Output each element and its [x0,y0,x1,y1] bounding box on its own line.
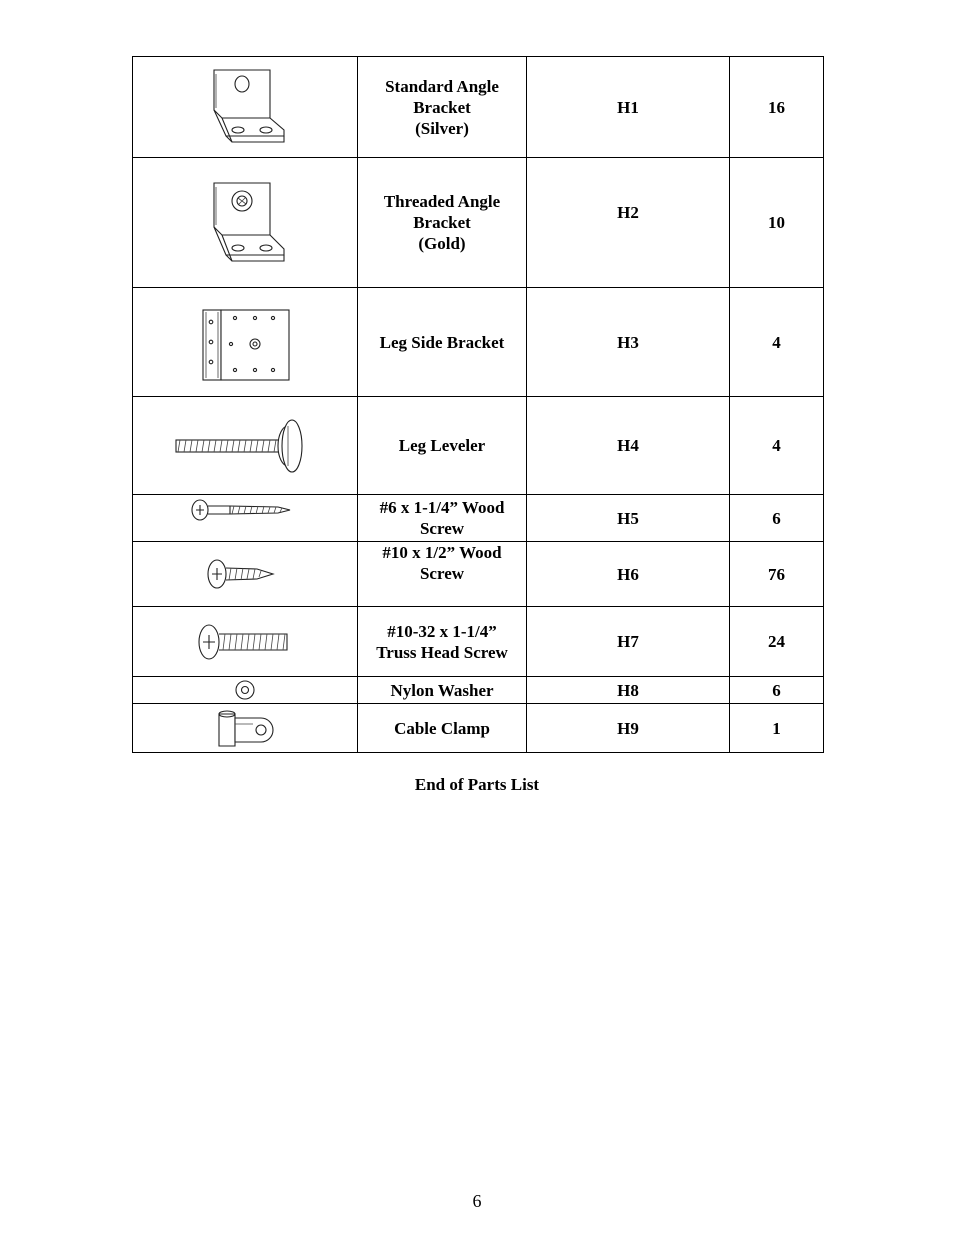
part-name: #10-32 x 1-1/4” Truss Head Screw [358,607,527,677]
page-number: 6 [472,1191,482,1211]
part-name: #6 x 1-1/4” Wood Screw [358,495,527,542]
part-image-cell [133,607,358,677]
part-name: #10 x 1/2” Wood Screw [358,542,527,607]
threaded-angle-bracket-icon [200,173,290,273]
part-image-cell [133,158,358,288]
part-quantity: 4 [730,397,824,495]
table-row [133,288,824,397]
part-code: H1 [527,57,730,158]
part-image-cell [133,677,358,704]
part-code: H6 [527,542,730,607]
part-code: H8 [527,677,730,704]
part-code: H2 [527,158,730,288]
standard-angle-bracket-icon [200,62,290,152]
part-image-cell [133,57,358,158]
table-row [133,542,824,607]
part-code: H3 [527,288,730,397]
end-of-parts-list: End of Parts List [414,775,540,794]
table-row [133,704,824,753]
table-row [133,495,824,542]
part-name: Nylon Washer [358,677,527,704]
part-code: H5 [527,495,730,542]
wood-screw-long-icon [190,497,300,523]
parts-table [132,56,824,753]
part-quantity: 1 [730,704,824,753]
table-row [133,397,824,495]
table-row [133,57,824,158]
leg-leveler-icon [170,416,320,476]
part-code: H7 [527,607,730,677]
part-quantity: 76 [730,542,824,607]
leg-side-bracket-icon [195,302,295,382]
part-image-cell [133,495,358,542]
table-row [133,677,824,704]
table-row [133,607,824,677]
truss-head-screw-icon [195,620,295,664]
part-code: H9 [527,704,730,753]
part-name: Leg Leveler [358,397,527,495]
part-quantity: 4 [730,288,824,397]
cable-clamp-icon [213,708,277,748]
nylon-washer-icon [233,679,257,701]
part-code: H4 [527,397,730,495]
part-name: Leg Side Bracket [358,288,527,397]
part-image-cell [133,397,358,495]
wood-screw-short-icon [205,557,285,591]
table-row [133,158,824,288]
part-image-cell [133,288,358,397]
part-quantity: 6 [730,495,824,542]
part-name: Threaded Angle Bracket (Gold) [358,158,527,288]
part-name: Cable Clamp [358,704,527,753]
part-image-cell [133,704,358,753]
part-image-cell [133,542,358,607]
part-quantity: 24 [730,607,824,677]
part-quantity: 6 [730,677,824,704]
part-quantity: 16 [730,57,824,158]
part-name: Standard Angle Bracket (Silver) [358,57,527,158]
part-quantity: 10 [730,158,824,288]
